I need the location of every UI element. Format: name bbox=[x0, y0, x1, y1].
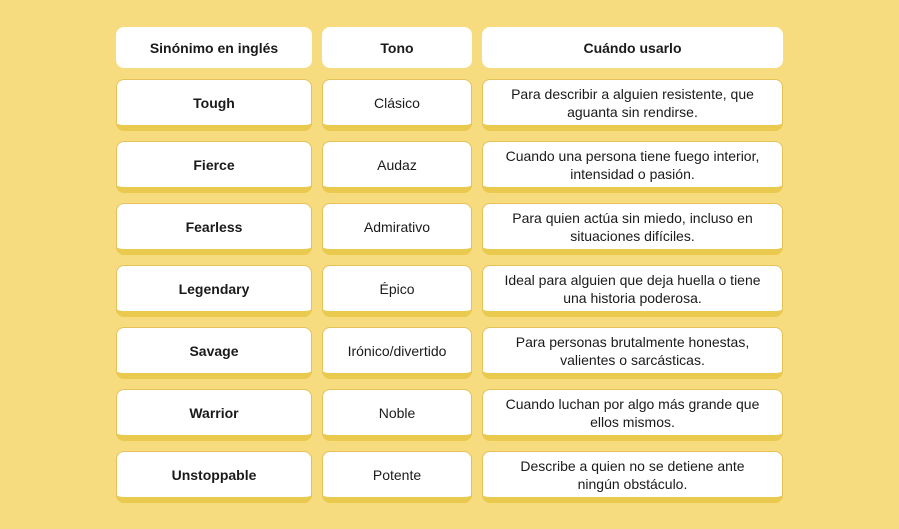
tone-cell: Audaz bbox=[322, 141, 472, 193]
tone-cell: Épico bbox=[322, 265, 472, 317]
table-row bbox=[116, 389, 783, 441]
tone-cell: Noble bbox=[322, 389, 472, 441]
synonyms-table bbox=[116, 27, 783, 513]
tone-cell: Admirativo bbox=[322, 203, 472, 255]
synonym-cell: Fierce bbox=[116, 141, 312, 193]
usage-cell: Para personas brutalmente honestas, valientes o sarcásticas. bbox=[482, 327, 783, 379]
table-row bbox=[116, 79, 783, 131]
tone-cell: Irónico/divertido bbox=[322, 327, 472, 379]
synonym-cell: Unstoppable bbox=[116, 451, 312, 503]
table-row bbox=[116, 141, 783, 193]
usage-cell: Describe a quien no se detiene ante ningún obstáculo. bbox=[482, 451, 783, 503]
usage-cell: Ideal para alguien que deja huella o tiene una historia poderosa. bbox=[482, 265, 783, 317]
synonym-cell: Warrior bbox=[116, 389, 312, 441]
header-synonym: Sinónimo en inglés bbox=[116, 27, 312, 68]
synonym-cell: Fearless bbox=[116, 203, 312, 255]
tone-cell: Clásico bbox=[322, 79, 472, 131]
table-header-row bbox=[116, 27, 783, 68]
table-row bbox=[116, 265, 783, 317]
usage-cell: Para describir a alguien resistente, que aguanta sin rendirse. bbox=[482, 79, 783, 131]
table-row bbox=[116, 203, 783, 255]
table-row bbox=[116, 451, 783, 503]
header-tone: Tono bbox=[322, 27, 472, 68]
synonym-cell: Savage bbox=[116, 327, 312, 379]
usage-cell: Cuando luchan por algo más grande que ellos mismos. bbox=[482, 389, 783, 441]
usage-cell: Para quien actúa sin miedo, incluso en situaciones difíciles. bbox=[482, 203, 783, 255]
tone-cell: Potente bbox=[322, 451, 472, 503]
synonym-cell: Tough bbox=[116, 79, 312, 131]
header-usage: Cuándo usarlo bbox=[482, 27, 783, 68]
table-row bbox=[116, 327, 783, 379]
usage-cell: Cuando una persona tiene fuego interior, intensidad o pasión. bbox=[482, 141, 783, 193]
synonym-cell: Legendary bbox=[116, 265, 312, 317]
